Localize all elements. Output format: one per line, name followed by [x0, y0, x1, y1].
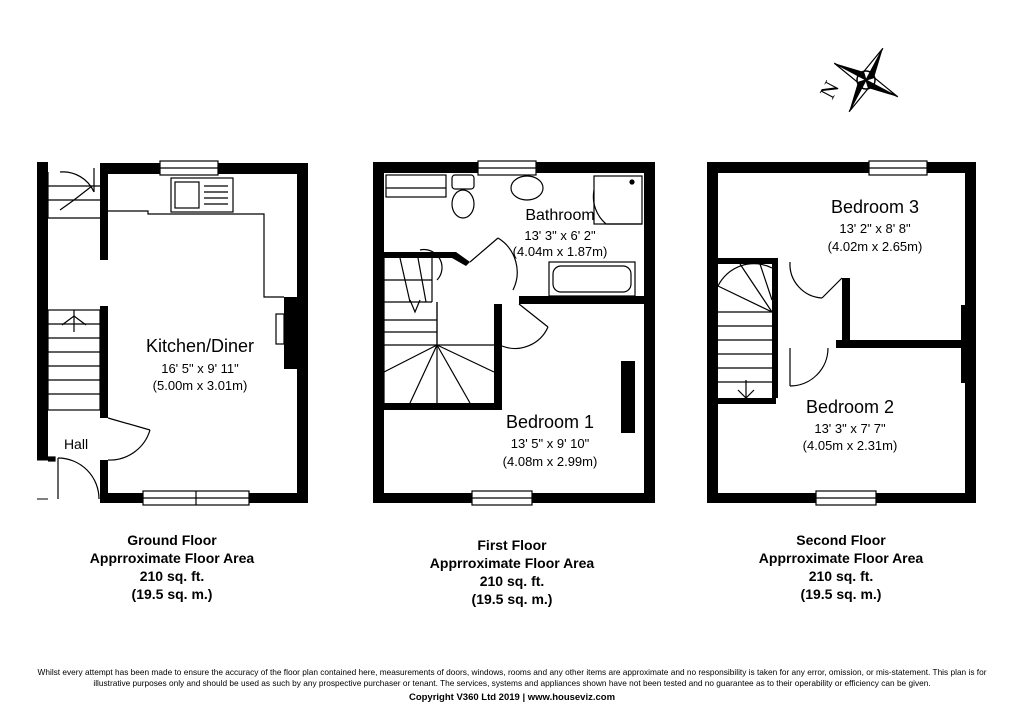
second-floor-area-sqft: 210 sq. ft.	[808, 568, 874, 584]
first-floor-area-sqm: (19.5 sq. m.)	[471, 591, 553, 607]
bathroom-metric: (4.04m x 1.87m)	[512, 244, 608, 259]
bedroom-2-label: Bedroom 2	[805, 397, 895, 417]
second-floor-title: Second Floor	[796, 532, 886, 548]
copyright-text: Copyright V360 Ltd 2019 | www.houseviz.com	[408, 692, 616, 703]
bedroom-2-metric: (4.05m x 2.31m)	[802, 438, 898, 453]
kitchen-diner-imperial: 16' 5" x 9' 11"	[161, 361, 239, 376]
bedroom-2-imperial: 13' 3" x 7' 7"	[814, 421, 886, 436]
kitchen-diner-label: Kitchen/Diner	[145, 336, 255, 356]
bedroom-1-metric: (4.08m x 2.99m)	[502, 454, 598, 469]
ground-floor-caption	[42, 531, 302, 603]
bathroom-label: Bathroom	[525, 207, 595, 224]
bedroom-3-label: Bedroom 3	[830, 197, 920, 217]
bedroom-1-label: Bedroom 1	[505, 412, 595, 432]
ground-floor-area-label: Apprroximate Floor Area	[89, 550, 255, 566]
first-floor-area-sqft: 210 sq. ft.	[479, 573, 545, 589]
first-floor-caption	[382, 536, 642, 608]
bathroom-imperial: 13' 3" x 6' 2"	[524, 228, 596, 243]
second-floor-area-label: Apprroximate Floor Area	[758, 550, 924, 566]
kitchen-diner-metric: (5.00m x 3.01m)	[152, 378, 248, 393]
compass-rose-icon	[814, 31, 914, 128]
ground-floor-area-sqft: 210 sq. ft.	[139, 568, 205, 584]
first-floor-title: First Floor	[477, 537, 547, 553]
disclaimer-text: Whilst every attempt has been made to ensure the accuracy of the floor plan contained here, measurements of doors, windows, rooms and any other items are approximate and no responsibility is taken for any error, omission, or mis-statement. This plan is for illustrative purposes only and should be used as such by any prospective purchaser or tenant. The services, systems and appliances shown have not been tested and no guarantee as to their operability or efficiency can be given.	[37, 667, 987, 688]
bedroom-1-imperial: 13' 5" x 9' 10"	[510, 436, 590, 451]
ground-floor-area-sqm: (19.5 sq. m.)	[131, 586, 213, 602]
bedroom-3-metric: (4.02m x 2.65m)	[827, 239, 923, 254]
first-floor-area-label: Apprroximate Floor Area	[429, 555, 595, 571]
bedroom-3-imperial: 13' 2" x 8' 8"	[839, 221, 911, 236]
second-floor-area-sqm: (19.5 sq. m.)	[800, 586, 882, 602]
second-floor-caption	[711, 531, 971, 603]
ground-floor-title: Ground Floor	[127, 532, 217, 548]
hall-label: Hall	[63, 436, 89, 452]
compass-north-letter: N	[814, 76, 845, 103]
